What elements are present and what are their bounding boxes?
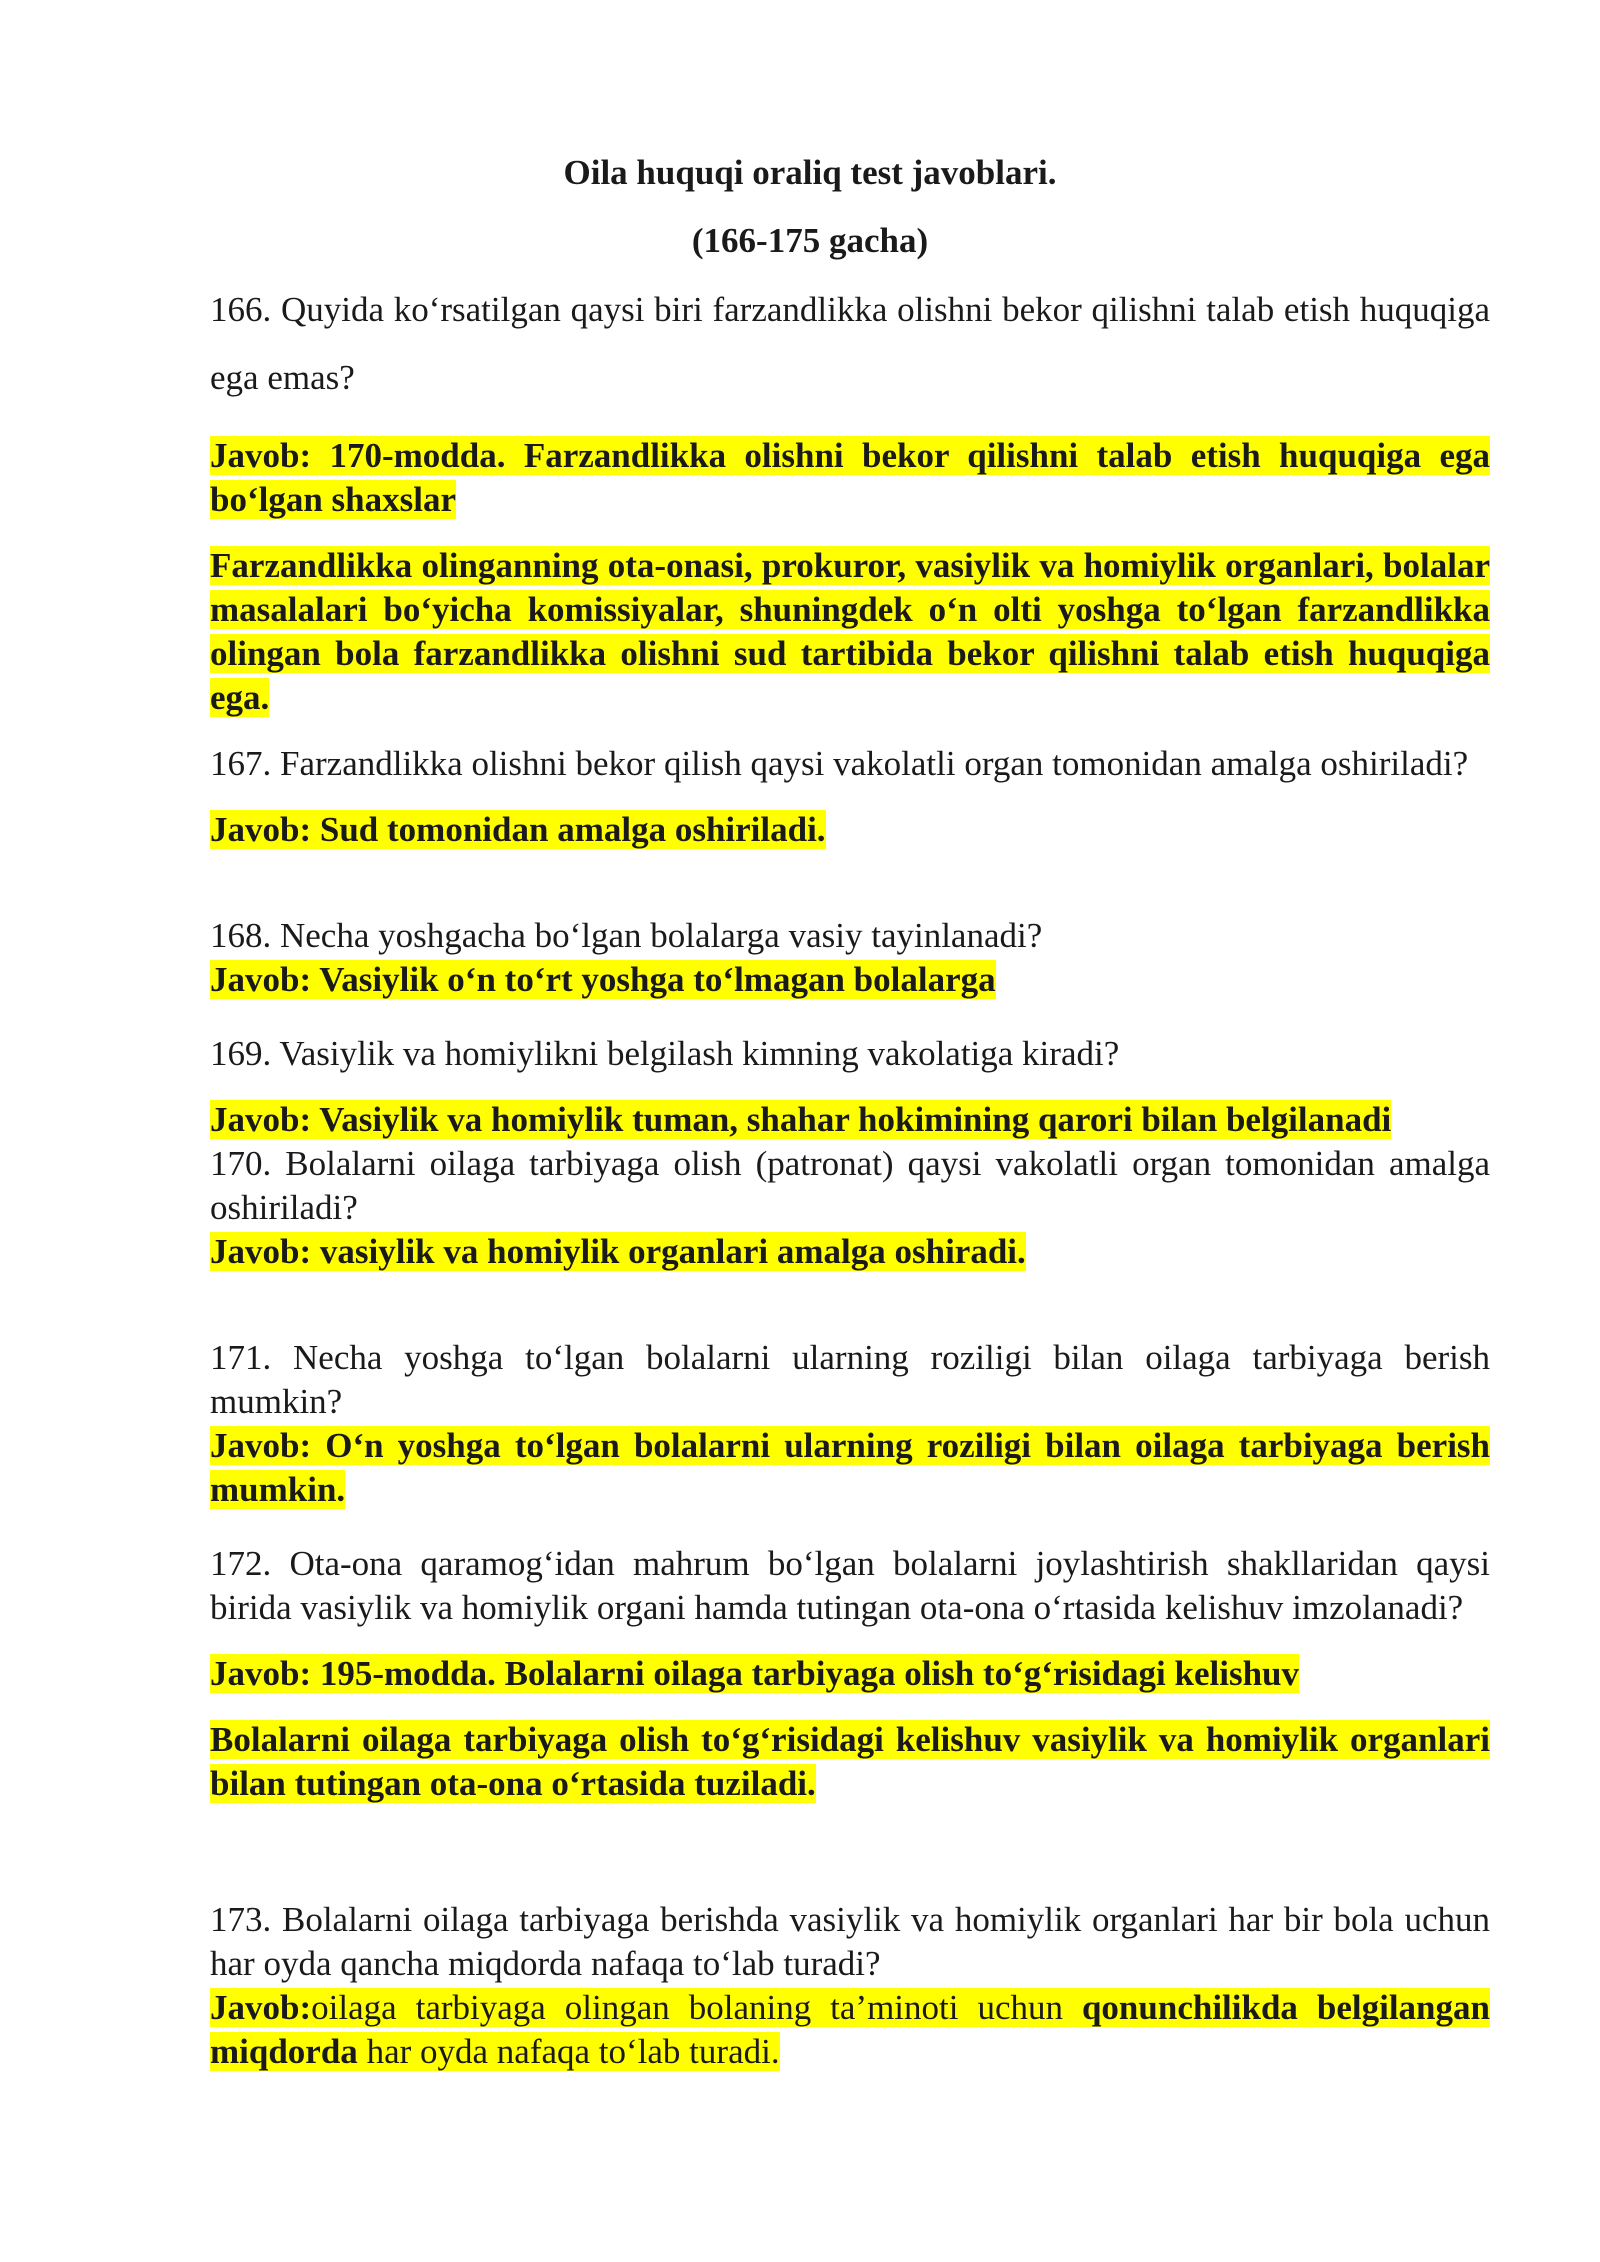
note-172	[210, 1718, 1490, 1806]
document-subtitle: (166-175 gacha)	[691, 221, 929, 260]
question-171: 171. Necha yoshga to‘lgan bolalarni ularning roziligi bilan oilaga tarbiyaga berish mumkin?	[210, 1338, 1490, 1421]
answer-168-text: Javob: Vasiylik o‘n to‘rt yoshga to‘lmagan bolalarga	[210, 960, 996, 999]
answer-173-label: Javob:	[210, 1988, 312, 2027]
answer-173	[210, 1986, 1490, 2074]
answer-173-bold: qonunchilikda belgilangan miqdorda	[210, 1988, 1490, 2071]
document-title: Oila huquqi oraliq test javoblari.	[563, 153, 1057, 192]
document-page	[210, 150, 1490, 2074]
answer-167	[210, 808, 1490, 852]
answer-173-part2: har oyda nafaqa to‘lab turadi.	[357, 2032, 780, 2071]
answer-170	[210, 1230, 1490, 1274]
note-166	[210, 544, 1490, 720]
question-172: 172. Ota-ona qaramog‘idan mahrum bo‘lgan bolalarni joylashtirish shakllaridan qaysi birida vasiylik va homiylik organi hamda tutingan ota-ona o‘rtasida kelishuv imzolanadi?	[210, 1544, 1490, 1627]
question-167: 167. Farzandlikka olishni bekor qilish qaysi vakolatli organ tomonidan amalga oshiriladi?	[210, 744, 1469, 783]
note-172-text: Bolalarni oilaga tarbiyaga olish to‘g‘risidagi kelishuv vasiylik va homiylik organlari bilan tutingan ota-ona o‘rtasida tuziladi.	[210, 1720, 1490, 1803]
answer-168	[210, 958, 1490, 1002]
question-166: 166. Quyida ko‘rsatilgan qaysi biri farzandlikka olishni bekor qilishni talab etish huquqiga ega emas?	[210, 290, 1490, 397]
question-168: 168. Necha yoshgacha bo‘lgan bolalarga vasiy tayinlanadi?	[210, 916, 1043, 955]
question-170: 170. Bolalarni oilaga tarbiyaga olish (patronat) qaysi vakolatli organ tomonidan amalga oshiriladi?	[210, 1144, 1490, 1227]
answer-171-text: Javob: O‘n yoshga to‘lgan bolalarni ularning roziligi bilan oilaga tarbiyaga berish mumkin.	[210, 1426, 1490, 1509]
answer-167-text: Javob: Sud tomonidan amalga oshiriladi.	[210, 810, 826, 849]
answer-173-part1: oilaga tarbiyaga olingan bolaning ta’minoti uchun	[311, 1988, 1082, 2027]
answer-166	[210, 434, 1490, 522]
question-169: 169. Vasiylik va homiylikni belgilash kimning vakolatiga kiradi?	[210, 1034, 1120, 1073]
answer-166-text: Javob: 170-modda. Farzandlikka olishni bekor qilishni talab etish huquqiga ega bo‘lgan shaxslar	[210, 436, 1490, 519]
answer-173-text	[210, 1988, 1490, 2071]
note-166-text: Farzandlikka olinganning ota-onasi, prokuror, vasiylik va homiylik organlari, bolalar masalalari bo‘yicha komissiyalar, shuningdek o‘n olti yoshga to‘lgan farzandlikka olingan bola farzandlikka olishni sud tartibida bekor qilishni talab etish huquqiga ega.	[210, 546, 1490, 717]
answer-170-text: Javob: vasiylik va homiylik organlari amalga oshiradi.	[210, 1232, 1026, 1271]
question-173: 173. Bolalarni oilaga tarbiyaga berishda vasiylik va homiylik organlari har bir bola uchun har oyda qancha miqdorda nafaqa to‘lab turadi?	[210, 1900, 1490, 1983]
answer-169-text: Javob: Vasiylik va homiylik tuman, shahar hokimining qarori bilan belgilanadi	[210, 1100, 1392, 1139]
answer-169	[210, 1098, 1490, 1142]
answer-172-text: Javob: 195-modda. Bolalarni oilaga tarbiyaga olish to‘g‘risidagi kelishuv	[210, 1654, 1299, 1693]
answer-171	[210, 1424, 1490, 1512]
answer-172	[210, 1652, 1490, 1696]
